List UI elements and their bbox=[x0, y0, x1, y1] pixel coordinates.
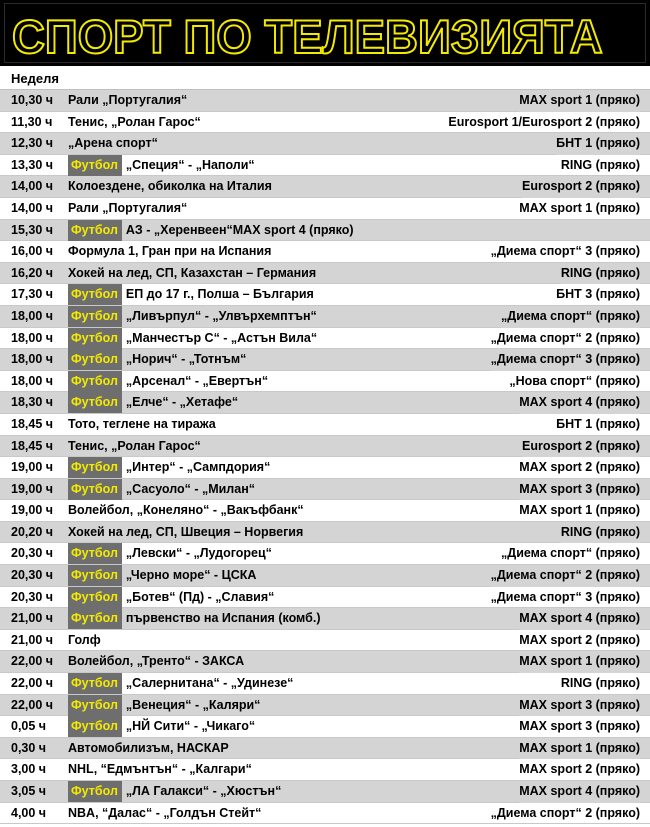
event-title: „Арена спорт“ bbox=[68, 136, 158, 151]
schedule-row bbox=[0, 263, 650, 285]
channel-label: MAX sport 2 (пряко) bbox=[519, 632, 640, 647]
event-title: „Манчестър С“ - „Астън Вила“ bbox=[125, 330, 318, 345]
event-title: Колоездене, обиколка на Италия bbox=[68, 179, 272, 194]
sport-tag: Футбол bbox=[68, 155, 122, 176]
channel-label: MAX sport 4 (пряко) bbox=[519, 392, 640, 414]
event-title: „Сасуоло“ - „Милан“ bbox=[125, 481, 255, 496]
event-title: АЗ - „Херенвеен“MAX sport 4 (пряко) bbox=[125, 222, 354, 237]
schedule-row bbox=[0, 673, 650, 695]
broadcast-time: 20,30 ч bbox=[11, 568, 54, 583]
broadcast-time: 20,30 ч bbox=[11, 546, 54, 561]
broadcast-time: 18,45 ч bbox=[11, 416, 54, 431]
broadcast-time: 21,00 ч bbox=[11, 611, 54, 626]
sport-tag: Футбол bbox=[68, 392, 122, 413]
channel-label: Eurosport 1/Eurosport 2 (пряко) bbox=[448, 114, 640, 129]
sport-tag: Футбол bbox=[68, 781, 122, 802]
sport-tag: Футбол bbox=[68, 284, 122, 305]
schedule-row bbox=[0, 759, 650, 781]
channel-label: MAX sport 2 (пряко) bbox=[519, 460, 640, 475]
schedule-row bbox=[0, 803, 650, 825]
event-cell bbox=[68, 522, 640, 544]
broadcast-time: 18,45 ч bbox=[11, 438, 54, 453]
broadcast-time: 11,30 ч bbox=[11, 114, 53, 129]
sport-tag: Футбол bbox=[68, 220, 122, 241]
schedule-row bbox=[0, 349, 650, 371]
channel-label: RING (пряко) bbox=[560, 157, 640, 172]
broadcast-time: 16,00 ч bbox=[11, 244, 54, 259]
channel-label: „Диема спорт“ 3 (пряко) bbox=[491, 349, 640, 371]
schedule-row bbox=[0, 608, 650, 630]
broadcast-time: 18,30 ч bbox=[11, 395, 54, 410]
broadcast-time: 18,00 ч bbox=[11, 330, 54, 345]
channel-label: „Диема спорт“ (пряко) bbox=[501, 306, 640, 328]
channel-label: MAX sport 3 (пряко) bbox=[519, 719, 640, 734]
event-title: Рали „Португалия“ bbox=[68, 93, 188, 107]
broadcast-time: 13,30 ч bbox=[11, 157, 54, 172]
schedule-row bbox=[0, 695, 650, 717]
channel-label: Eurosport 2 (пряко) bbox=[522, 176, 640, 198]
event-title: „Ботев“ (Пд) - „Славия“ bbox=[125, 589, 275, 604]
channel-label: RING (пряко) bbox=[561, 522, 640, 544]
channel-label: RING (пряко) bbox=[560, 676, 640, 691]
schedule-row bbox=[0, 284, 650, 306]
event-title: Рали „Португалия“ bbox=[68, 200, 188, 215]
event-cell bbox=[68, 284, 640, 306]
broadcast-time: 19,00 ч bbox=[11, 503, 54, 518]
event-title: Автомобилизъм, НАСКАР bbox=[68, 740, 229, 755]
channel-label: MAX sport 4 (пряко) bbox=[519, 781, 640, 803]
channel-label: MAX sport 3 (пряко) bbox=[519, 695, 640, 717]
channel-label: БНТ 1 (пряко) bbox=[556, 416, 640, 431]
event-title: NHL, “Едмънтън“ - „Калгари“ bbox=[68, 762, 252, 777]
schedule-row bbox=[0, 630, 650, 652]
event-title: Формула 1, Гран при на Испания bbox=[68, 244, 272, 259]
sport-tag: Футбол bbox=[68, 479, 122, 500]
event-title: Голф bbox=[68, 632, 101, 647]
schedule-row bbox=[0, 155, 650, 177]
event-title: „Черно море“ - ЦСКА bbox=[125, 568, 257, 583]
header-banner bbox=[0, 0, 650, 68]
broadcast-time: 22,00 ч bbox=[11, 676, 54, 691]
event-title: „ЛА Галакси“ - „Хюстън“ bbox=[125, 784, 282, 798]
event-title: първенство на Испания (комб.) bbox=[125, 611, 321, 626]
schedule-list bbox=[0, 90, 650, 824]
schedule-row bbox=[0, 436, 650, 458]
event-title: Тенис, „Ролан Гарос“ bbox=[68, 114, 201, 129]
schedule-row bbox=[0, 328, 650, 350]
broadcast-time: 10,30 ч bbox=[11, 93, 54, 107]
broadcast-time: 12,30 ч bbox=[11, 136, 54, 151]
event-title: „Салернитана“ - „Удинезе“ bbox=[125, 676, 294, 691]
broadcast-time: 4,00 ч bbox=[11, 805, 47, 820]
sport-tag: Футбол bbox=[68, 587, 122, 608]
event-title: ЕП до 17 г., Полша – България bbox=[125, 287, 314, 302]
schedule-row bbox=[0, 716, 650, 738]
sport-tag: Футбол bbox=[68, 608, 122, 629]
schedule-row bbox=[0, 198, 650, 220]
schedule-row bbox=[0, 738, 650, 760]
broadcast-time: 20,20 ч bbox=[11, 524, 54, 539]
schedule-row bbox=[0, 543, 650, 565]
schedule-row bbox=[0, 565, 650, 587]
schedule-row bbox=[0, 587, 650, 609]
broadcast-time: 15,30 ч bbox=[11, 222, 54, 237]
event-title: „Левски“ - „Лудогорец“ bbox=[125, 546, 272, 561]
event-cell bbox=[68, 155, 640, 177]
event-title: „Интер“ - „Сампдория“ bbox=[125, 460, 271, 475]
channel-label: MAX sport 2 (пряко) bbox=[519, 762, 640, 777]
sport-tag: Футбол bbox=[68, 457, 122, 478]
broadcast-time: 17,30 ч bbox=[11, 287, 54, 302]
event-title: Хокей на лед, СП, Швеция – Норвегия bbox=[68, 524, 304, 539]
schedule-row bbox=[0, 306, 650, 328]
schedule-row bbox=[0, 522, 650, 544]
schedule-row bbox=[0, 500, 650, 522]
schedule-row bbox=[0, 241, 650, 263]
sport-tag: Футбол bbox=[68, 306, 122, 327]
channel-label: MAX sport 3 (пряко) bbox=[519, 479, 640, 501]
sport-tag: Футбол bbox=[68, 349, 122, 370]
broadcast-time: 20,30 ч bbox=[11, 589, 54, 604]
channel-label: MAX sport 1 (пряко) bbox=[519, 651, 640, 673]
broadcast-time: 22,00 ч bbox=[11, 654, 54, 669]
broadcast-time: 22,00 ч bbox=[11, 697, 54, 712]
sport-tag: Футбол bbox=[68, 543, 122, 564]
schedule-row bbox=[0, 479, 650, 501]
channel-label: MAX sport 1 (пряко) bbox=[519, 503, 640, 518]
event-cell bbox=[68, 263, 640, 285]
schedule-row bbox=[0, 781, 650, 803]
event-title: Хокей на лед, СП, Казахстан – Германия bbox=[68, 265, 317, 280]
broadcast-time: 0,05 ч bbox=[11, 719, 47, 734]
channel-label: MAX sport 1 (пряко) bbox=[519, 200, 640, 215]
event-cell bbox=[68, 220, 640, 242]
schedule-row bbox=[0, 414, 650, 436]
channel-label: MAX sport 4 (пряко) bbox=[519, 608, 640, 630]
sport-tag: Футбол bbox=[68, 673, 122, 694]
channel-label: RING (пряко) bbox=[561, 263, 640, 285]
broadcast-time: 19,00 ч bbox=[11, 481, 54, 496]
broadcast-time: 14,00 ч bbox=[11, 179, 54, 194]
sport-tag: Футбол bbox=[68, 371, 122, 392]
event-title: „Ливърпул“ - „Улвърхемптън“ bbox=[125, 308, 317, 323]
broadcast-time: 14,00 ч bbox=[11, 200, 54, 215]
channel-label: БНТ 1 (пряко) bbox=[556, 133, 640, 155]
event-cell bbox=[68, 414, 640, 436]
broadcast-time: 18,00 ч bbox=[11, 373, 54, 388]
schedule-row bbox=[0, 651, 650, 673]
event-title: „Венеция“ - „Каляри“ bbox=[125, 697, 261, 712]
schedule-row bbox=[0, 457, 650, 479]
schedule-row bbox=[0, 112, 650, 134]
event-title: Волейбол, „Конеляно“ - „Вакъфбанк“ bbox=[68, 503, 304, 518]
broadcast-time: 0,30 ч bbox=[11, 740, 47, 755]
channel-label: „Диема спорт“ 3 (пряко) bbox=[490, 589, 640, 604]
event-title: NBA, “Далас“ - „Голдън Стейт“ bbox=[68, 805, 262, 820]
broadcast-time: 19,00 ч bbox=[11, 460, 54, 475]
channel-label: „Диема спорт“ 3 (пряко) bbox=[490, 244, 640, 259]
channel-label: Eurosport 2 (пряко) bbox=[522, 436, 640, 458]
sport-tag: Футбол bbox=[68, 695, 122, 716]
broadcast-time: 16,20 ч bbox=[11, 265, 54, 280]
event-title: „Арсенал“ - „Евертън“ bbox=[125, 373, 269, 388]
event-title: Тенис, „Ролан Гарос“ bbox=[68, 438, 201, 453]
schedule-row bbox=[0, 392, 650, 414]
sport-tag: Футбол bbox=[68, 716, 122, 737]
event-cell bbox=[68, 133, 640, 155]
broadcast-time: 21,00 ч bbox=[11, 632, 54, 647]
sport-tag: Футбол bbox=[68, 565, 122, 586]
channel-label: MAX sport 1 (пряко) bbox=[519, 738, 640, 760]
broadcast-time: 3,00 ч bbox=[11, 762, 47, 777]
sport-tag: Футбол bbox=[68, 328, 122, 349]
broadcast-time: 3,05 ч bbox=[11, 784, 47, 798]
schedule-row bbox=[0, 90, 650, 112]
channel-label: „Диема спорт“ 2 (пряко) bbox=[490, 330, 640, 345]
event-cell bbox=[68, 673, 640, 695]
channel-label: „Диема спорт“ (пряко) bbox=[501, 546, 640, 561]
channel-label: „Диема спорт“ 2 (пряко) bbox=[491, 565, 640, 587]
schedule-row bbox=[0, 371, 650, 393]
broadcast-time: 18,00 ч bbox=[11, 308, 54, 323]
channel-label: БНТ 3 (пряко) bbox=[556, 287, 640, 302]
event-title: Тото, теглене на тиража bbox=[68, 416, 216, 431]
event-title: Волейбол, „Тренто“ - ЗАКСА bbox=[68, 654, 245, 669]
broadcast-time: 18,00 ч bbox=[11, 352, 54, 367]
channel-label: „Диема спорт“ 2 (пряко) bbox=[490, 805, 640, 820]
channel-label: MAX sport 1 (пряко) bbox=[519, 90, 640, 112]
event-title: „Норич“ - „Тотнъм“ bbox=[125, 352, 247, 367]
schedule-row bbox=[0, 176, 650, 198]
schedule-row bbox=[0, 220, 650, 242]
page-title: СПОРТ ПО ТЕЛЕВИЗИЯТА bbox=[12, 10, 603, 63]
day-label: Неделя bbox=[0, 68, 650, 90]
event-title: „Специя“ - „Наполи“ bbox=[125, 157, 255, 172]
schedule-row bbox=[0, 133, 650, 155]
event-title: „Елче“ - „Хетафе“ bbox=[125, 395, 239, 410]
channel-label: „Нова спорт“ (пряко) bbox=[509, 373, 640, 388]
event-title: „НЙ Сити“ - „Чикаго“ bbox=[125, 719, 256, 734]
